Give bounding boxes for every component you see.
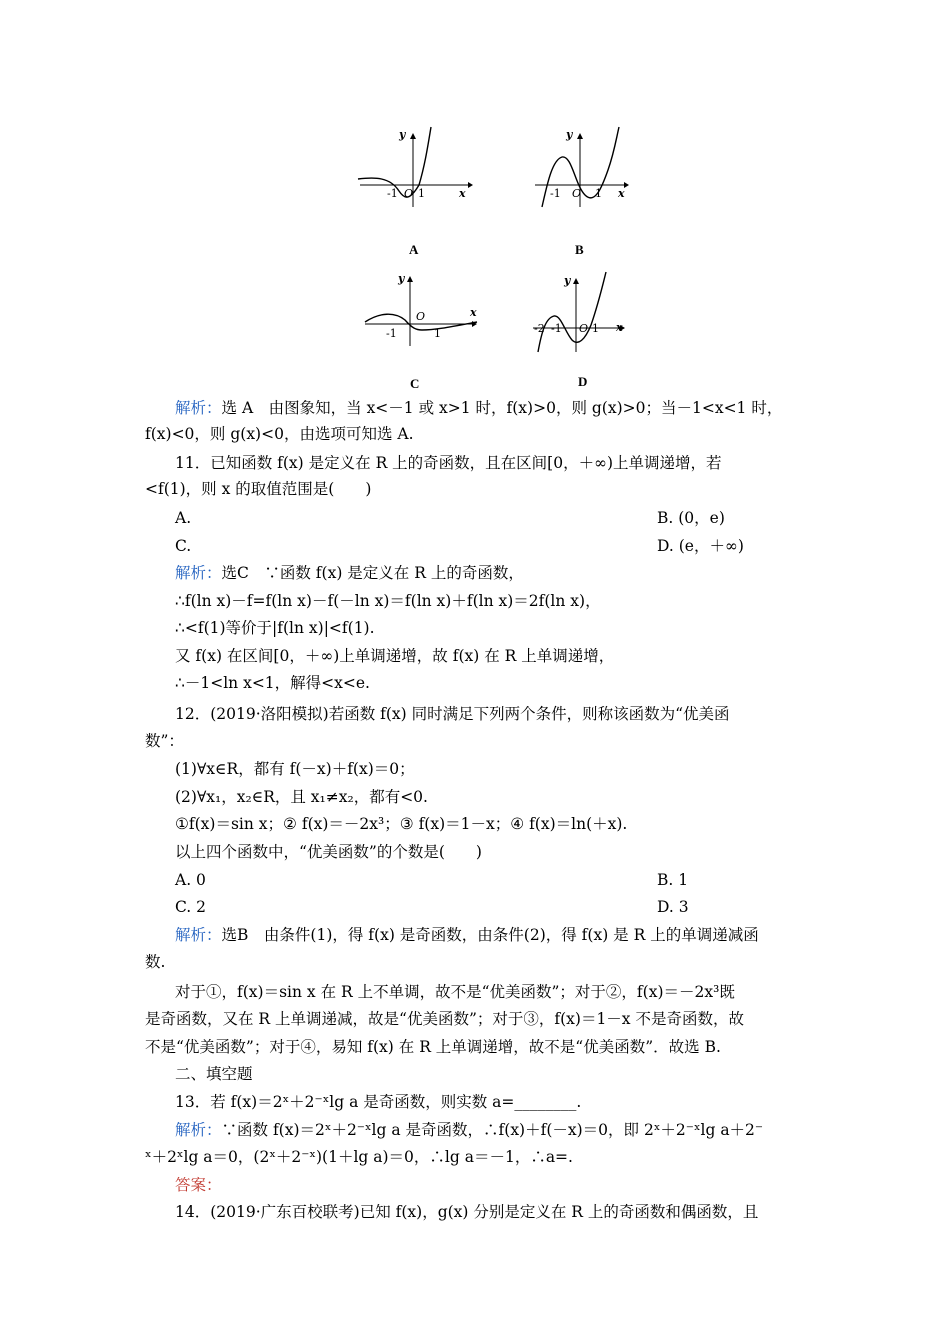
graph-a-plot [355, 125, 475, 210]
graph-d-plot [528, 270, 633, 355]
graph-d-caption: D [578, 374, 588, 389]
graph-c-y-label: y [398, 272, 405, 285]
q12-option-a: A. 0 [175, 871, 206, 889]
q12-stem-line1: 12．(2019·洛阳模拟)若函数 f(x) 同时满足下列两个条件，则称该函数为“优美函 [175, 705, 730, 723]
q12-option-row2 [175, 897, 815, 917]
graph-d-x-label: x [616, 321, 623, 334]
graph-d-y-label: y [564, 274, 571, 287]
graph-a-origin: O [404, 187, 414, 200]
q11-analysis-line2: ∴f(ln x)－f=f(ln x)－f(－ln x)＝f(ln x)＋f(ln x)＝2f(ln x)， [175, 592, 601, 610]
q12-analysis-line1 [175, 925, 815, 945]
section-fill-in-title: 二、填空题 [175, 1065, 253, 1083]
q12-option-row1 [175, 870, 815, 890]
graph-b-tick-1: 1 [595, 187, 602, 200]
q11-option-row2 [175, 536, 815, 556]
q14-stem: 14．(2019·广东百校联考)已知 f(x)，g(x) 分别是定义在 R 上的奇函数和偶函数，且 [175, 1203, 759, 1221]
q12-analysis-text1: 选B 由条件(1)，得 f(x) 是奇函数，由条件(2)，得 f(x) 是 R 上的单调递减函 [221, 926, 759, 944]
graph-c [360, 270, 485, 350]
graph-c-plot [360, 270, 485, 350]
graph-b-plot [530, 125, 635, 210]
graph-d-tick-1: 1 [592, 322, 599, 335]
q11-option-c: C. [175, 537, 192, 555]
graph-a-y-label: y [399, 128, 406, 141]
q11-analysis-line1 [175, 563, 815, 583]
q12-analysis-line2: 数. [145, 953, 166, 971]
q11-analysis-label: 解析： [175, 564, 222, 582]
graph-c-tick-1: 1 [434, 327, 441, 340]
q11-option-b: B. (0，e) [657, 509, 725, 527]
graph-b-x-label: x [618, 187, 625, 200]
graph-d-tick-neg1: -1 [551, 322, 562, 335]
graph-c-tick-neg1: -1 [386, 327, 397, 340]
q11-analysis-text1: 选C ∵函数 f(x) 是定义在 R 上的奇函数， [221, 564, 524, 582]
q12-analysis-label: 解析： [175, 926, 222, 944]
q13-answer-label: 答案： [175, 1176, 222, 1194]
graph-b-y-label: y [566, 128, 573, 141]
graph-a [355, 125, 475, 210]
q13-analysis-line2: ˣ＋2ˣlg a＝0，(2ˣ＋2⁻ˣ)(1＋lg a)＝0，∴lg a＝－1，∴a=. [145, 1148, 573, 1166]
graph-a-tick-1: 1 [418, 187, 425, 200]
q13-stem: 13．若 f(x)＝2ˣ＋2⁻ˣlg a 是奇函数，则实数 a=________. [175, 1093, 582, 1111]
graph-a-x-label: x [459, 187, 466, 200]
q11-option-a: A. [175, 509, 192, 527]
graph-d [528, 270, 633, 355]
q11-analysis-line3: ∴<f(1)等价于|f(ln x)|<f(1). [175, 619, 375, 637]
graph-d-tick-neg2: -2 [534, 322, 545, 335]
q12-stem-line2: 数”： [145, 732, 184, 750]
q13-analysis-label: 解析： [175, 1121, 222, 1139]
q12-condition-2: (2)∀x₁，x₂∈R，且 x₁≠x₂，都有<0. [175, 788, 428, 806]
q12-analysis-line3: 对于①，f(x)＝sin x 在 R 上不单调，故不是“优美函数”；对于②，f(x)＝－2x³既 [175, 983, 735, 1001]
q11-analysis-line5: ∴－1<ln x<1，解得<x<e. [175, 674, 370, 692]
graph-b-tick-neg1: -1 [550, 187, 561, 200]
q12-functions: ①f(x)＝sin x；② f(x)＝－2x³；③ f(x)＝1－x；④ f(x)＝ln(＋x). [175, 815, 628, 833]
q12-option-b: B. 1 [657, 871, 689, 889]
q11-stem-line1: 11．已知函数 f(x) 是定义在 R 上的奇函数，且在区间[0，＋∞)上单调递增，若 [175, 454, 722, 472]
q11-option-d: D. (e，＋∞) [657, 537, 744, 555]
q10-analysis-line2: f(x)<0，则 g(x)<0，由选项可知选 A. [145, 425, 414, 443]
q12-condition-1: (1)∀x∈R，都有 f(－x)＋f(x)＝0； [175, 760, 415, 778]
q11-stem-line2: <f(1)，则 x 的取值范围是( ) [145, 480, 372, 498]
q11-option-row1 [175, 508, 815, 528]
graph-b-origin: O [572, 187, 582, 200]
q11-analysis-line4: 又 f(x) 在区间[0，＋∞)上单调递增，故 f(x) 在 R 上单调递增， [175, 647, 615, 665]
graph-b-caption: B [575, 242, 584, 257]
q12-option-c: C. 2 [175, 898, 207, 916]
q10-analysis-line1 [175, 398, 815, 418]
graph-b [530, 125, 635, 210]
q12-question: 以上四个函数中，“优美函数”的个数是( ) [175, 843, 482, 861]
q13-analysis-text1: ∵函数 f(x)＝2ˣ＋2⁻ˣlg a 是奇函数，∴f(x)＋f(－x)＝0，即 2ˣ＋2⁻ˣlg a＋2⁻ [221, 1121, 764, 1139]
graph-a-caption: A [409, 242, 419, 257]
q13-analysis-line1 [175, 1120, 815, 1140]
graph-d-origin: O [579, 322, 589, 335]
graph-c-x-label: x [470, 306, 477, 319]
q10-analysis-text1: 选 A 由图象知，当 x<－1 或 x>1 时，f(x)>0，则 g(x)>0；当－1<x<1 时， [221, 399, 783, 417]
q10-analysis-label: 解析： [175, 399, 222, 417]
q12-analysis-line5: 不是“优美函数”；对于④，易知 f(x) 在 R 上单调递增，故不是“优美函数”．故选 B. [145, 1038, 721, 1056]
graph-c-caption: C [410, 376, 420, 391]
graph-c-origin: O [416, 310, 426, 323]
graph-a-tick-neg1: -1 [387, 187, 398, 200]
q12-analysis-line4: 是奇函数，又在 R 上单调递减，故是“优美函数”；对于③，f(x)＝1－x 不是奇函数，故 [145, 1010, 744, 1028]
q12-option-d: D. 3 [657, 898, 689, 916]
